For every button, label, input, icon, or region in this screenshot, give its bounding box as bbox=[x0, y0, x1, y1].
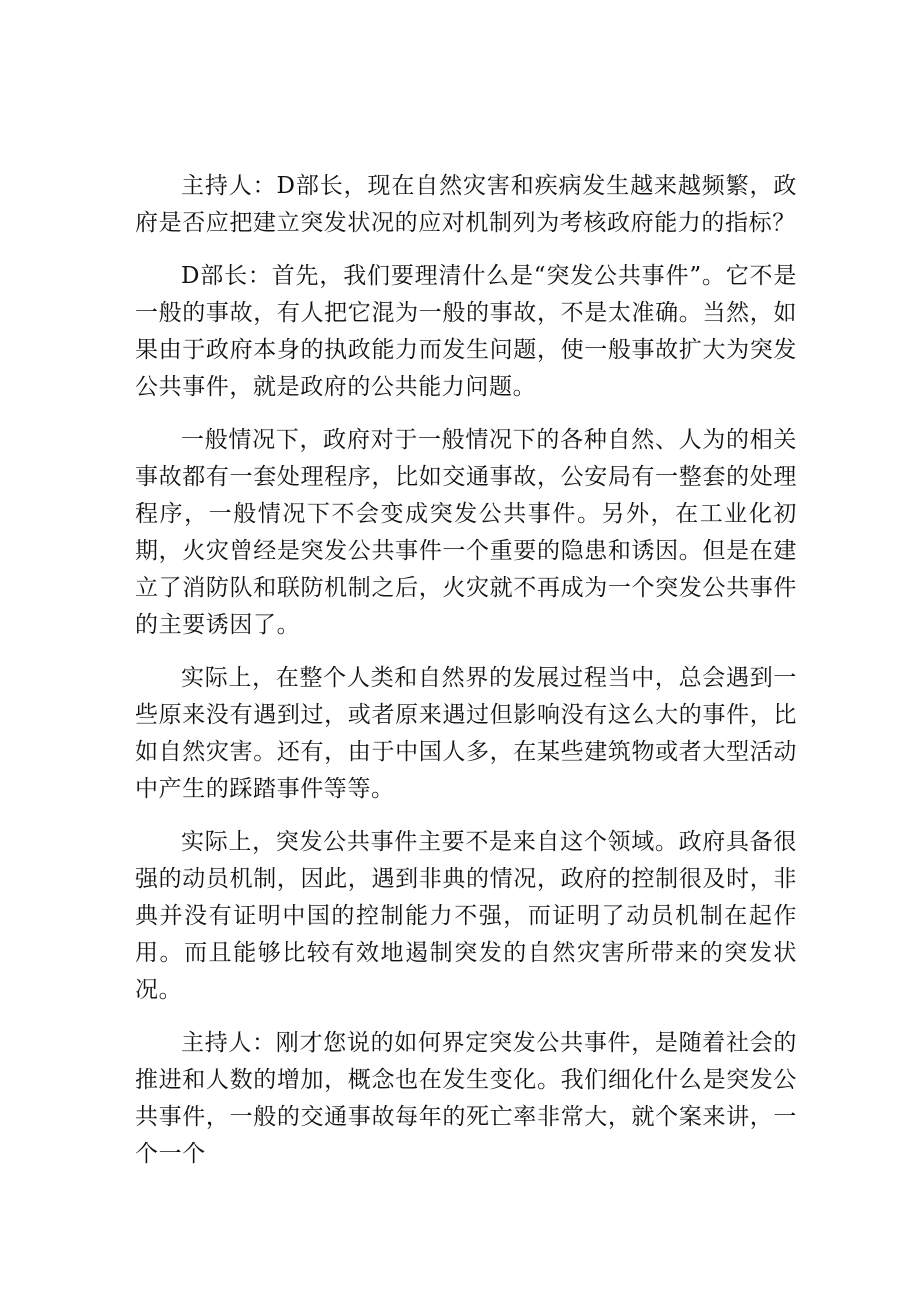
paragraph-d-answer: D部长：首先，我们要理清什么是“突发公共事件”。它不是一般的事故，有人把它混为一般的事故，不是太准确。当然，如果由于政府本身的执政能力而发生问题，使一般事故扩大为突发公共事件，就是政府的公共能力问题。 bbox=[135, 263, 797, 400]
paragraph-general-situation: 一般情况下，政府对于一般情况下的各种自然、人为的相关事故都有一套处理程序，比如交通事故，公安局有一整套的处理程序，一般情况下不会变成突发公共事件。另外，在工业化初期，火灾曾经是突发公共事件一个重要的隐患和诱因。但是在建立了消防队和联防机制之后，火灾就不再成为一个突发公共事件的主要诱因了。 bbox=[135, 427, 797, 638]
document-page bbox=[135, 168, 797, 1189]
paragraph-host-question: 主持人：D部长，现在自然灾害和疾病发生越来越频繁，政府是否应把建立突发状况的应对机制列为考核政府能力的指标？ bbox=[135, 173, 797, 236]
paragraph-host-followup: 主持人：刚才您说的如何界定突发公共事件，是随着社会的推进和人数的增加，概念也在发生变化。我们细化什么是突发公共事件，一般的交通事故每年的死亡率非常大，就个案来讲，一个一个 bbox=[135, 1030, 797, 1167]
paragraph-mobilization: 实际上，突发公共事件主要不是来自这个领域。政府具备很强的动员机制，因此，遇到非典的情况，政府的控制很及时，非典并没有证明中国的控制能力不强，而证明了动员机制在起作用。而且能够比较有效地遏制突发的自然灾害所带来的突发状况。 bbox=[135, 829, 797, 1003]
paragraph-natural-development: 实际上，在整个人类和自然界的发展过程当中，总会遇到一些原来没有遇到过，或者原来遇过但影响没有这么大的事件，比如自然灾害。还有，由于中国人多，在某些建筑物或者大型活动中产生的踩踏事件等等。 bbox=[135, 665, 797, 802]
